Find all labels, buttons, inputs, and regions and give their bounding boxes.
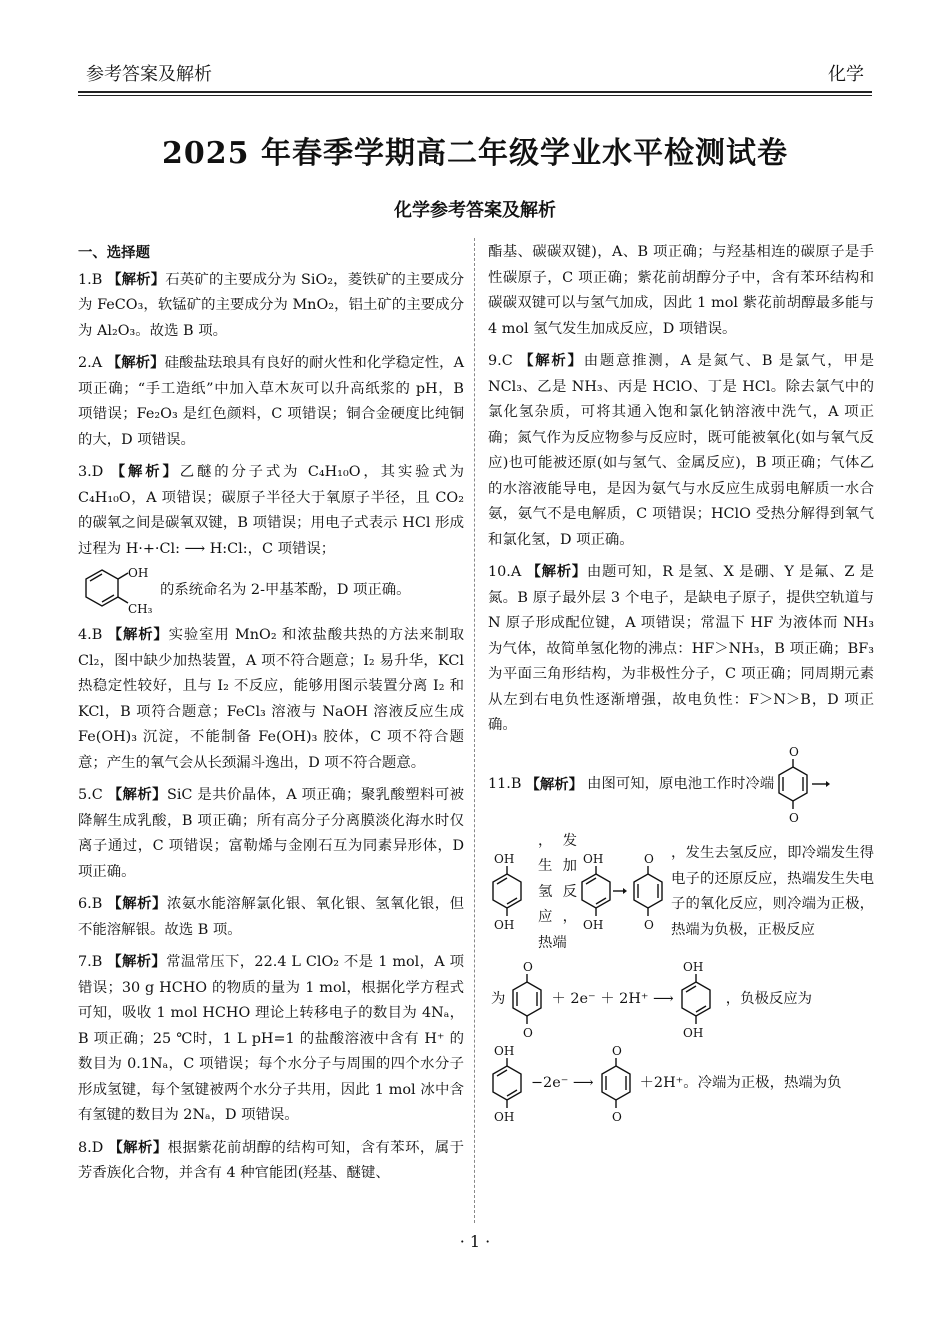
- question-9: [488, 348, 874, 553]
- analysis-tag: 【解析】: [108, 1138, 168, 1156]
- question-number: 1.B: [78, 271, 103, 288]
- quinone-diagram: [508, 960, 548, 1040]
- section-label: 一、选择题: [78, 244, 150, 261]
- question-2: [78, 350, 464, 453]
- q11-line1: [488, 745, 874, 825]
- answer-text: 根据紫花前胡醇的结构可知，含有苯环，属于芳香族化合物，并含有 4 种官能团(羟基、醚键、: [78, 1139, 464, 1181]
- question-8-continued: [488, 240, 874, 342]
- analysis-tag: 【解析】: [525, 775, 584, 793]
- hydroquinone-to-quinone-diagram: [577, 852, 667, 932]
- analysis-tag: 【解析】: [519, 352, 584, 369]
- column-divider: [474, 238, 475, 1223]
- answer-text: 由题可知，R 是氢、X 是硼、Y 是氟、Z 是氮。B 原子最外层 3 个电子，是缺电子原子，提供空轨道与 N 原子形成配位键，A 项错误；常温下 HF 为液体而 NH₃ 为气体，故简单氢化物的沸点：HF＞NH₃，B 项正确；BF₃ 为平面三角形结构，为非极性分子，C 项正确；同周期元素从左到右电负性逐渐增强，故电负性：F＞N＞B，D 项正确。: [488, 564, 874, 733]
- answer-text: 由题意推测，A 是氮气、B 是氯气，甲是 NCl₃、乙是 NH₃、丙是 HClO、丁是 HCl。除去氯气中的氯化氢杂质，可将其通入饱和氯化钠溶液中洗气，A 项正确；氮气作为反应物参与反应时，既可能被氧化(如与氧气反应)也可能被还原(如与氢气、金属反应)，B 项正确；气体乙的水溶液能导电，是因为氨气与水反应生成弱电解质一水合氨，氨气不是电解质，C 项错误；HClO 受热分解得到氧气和氯化氢，D 项正确。: [488, 353, 874, 548]
- question-4: [78, 622, 464, 776]
- oh-label: OH: [583, 852, 604, 867]
- o-label: O: [523, 1026, 534, 1040]
- answer-text: 酯基、碳碳双键)，A、B 项正确；与羟基相连的碳原子是手性碳原子，C 项正确；紫花前胡醇分子中，含有苯环结构和碳碳双键可以与氢气加成，因此 1 mol 紫花前胡醇最多能与 4 mol 氢气发生加成反应，D 项错误。: [488, 244, 874, 337]
- question-7: [78, 949, 464, 1129]
- question-number: 5.C: [78, 787, 103, 803]
- question-number: 6.B: [78, 896, 103, 912]
- question-3: [78, 459, 464, 616]
- header-rule: [78, 91, 872, 93]
- positive-electrode-equation: [488, 960, 874, 1040]
- oh-label: OH: [128, 566, 149, 580]
- question-11: [488, 745, 874, 1125]
- oh-label: OH: [494, 918, 515, 933]
- answer-text: 常温常压下，22.4 L ClO₂ 不是 1 mol，A 项错误；30 g HCHO 的物质的量为 1 mol，根据化学方程式可知，吸收 1 mol HCHO 理论上转移电子的数目为 4Nₐ，B 项正确；25 ℃时，1 L pH=1 的盐酸溶液中含有 H⁺ 的数目为 0.1Nₐ，C 项错误；每个水分子与周围的四个水分子形成氢键，每个氢键被两个水分子共用，因此 1 mol 冰中含有氢键的数目为 2Nₐ，D 项错误。: [78, 954, 464, 1123]
- question-number: 7.B: [78, 954, 103, 970]
- equation-text: ＋ 2e⁻ ＋ 2H⁺ ⟶: [551, 991, 674, 1008]
- answer-text: 的系统命名为 2-甲基苯酚，D 项正确。: [160, 582, 411, 599]
- oh-label: OH: [494, 852, 515, 867]
- hydroquinone-diagram: [488, 852, 534, 932]
- oh-label: OH: [494, 1044, 515, 1058]
- quinone-diagram: [597, 1044, 637, 1124]
- question-number: 8.D: [78, 1139, 104, 1156]
- o-label: O: [644, 852, 654, 867]
- oh-label: OH: [583, 918, 604, 933]
- oh-label: OH: [682, 1026, 703, 1040]
- analysis-tag: 【解析】: [107, 270, 166, 288]
- answer-text: ，发生加氢反应，热端: [538, 832, 578, 951]
- hydroquinone-diagram: [488, 1044, 528, 1124]
- answer-text: 实验室用 MnO₂ 和浓盐酸共热的方法来制取 Cl₂，图中缺少加热装置，A 项不符合题意；I₂ 易升华，KCl 热稳定性较好，且与 I₂ 不反应，能够用图示装置分离 I₂ 和 KCl，B 项符合题意；FeCl₃ 溶液与 NaOH 溶液反应生成 Fe(OH)₃ 沉淀，不能制备 Fe(OH)₃ 胶体，C 项不符合题意；产生的氧气会从长颈漏斗逸出，D 项不符合题意。: [78, 627, 464, 771]
- analysis-tag: 【解析】: [106, 354, 165, 371]
- o-label: O: [789, 744, 799, 759]
- equation-text: −2e⁻ ⟶: [531, 1075, 594, 1092]
- o-label: O: [611, 1044, 622, 1058]
- negative-electrode-equation: [488, 1044, 874, 1124]
- page-subtitle: 化学参考答案及解析: [394, 200, 556, 221]
- page-number: · 1 ·: [459, 1232, 491, 1251]
- answer-text: ，负极反应为: [725, 991, 813, 1008]
- question-number: 4.B: [78, 627, 103, 643]
- question-number: 2.A: [78, 355, 103, 371]
- question-number: 10.A: [488, 564, 522, 580]
- answer-text: 为: [491, 991, 506, 1008]
- o-label: O: [644, 918, 654, 933]
- ch3-label: CH₃: [128, 602, 153, 616]
- methylphenol-diagram: [78, 566, 156, 616]
- analysis-tag: 【解析】: [110, 463, 180, 480]
- page-title: 2025 年春季学期高二年级学业水平检测试卷: [162, 136, 788, 171]
- methylphenol-structure: [78, 566, 464, 616]
- right-column: [488, 240, 874, 1130]
- question-number: 3.D: [78, 464, 104, 480]
- answer-text: 硅酸盐珐琅具有良好的耐火性和化学稳定性，A 项正确；“手工造纸”中加入草木灰可以升高纸浆的 pH，B 项错误；Fe₂O₃ 是红色颜料，C 项错误；铜合金硬度比纯铜的大，D 项错误。: [78, 355, 464, 448]
- header-left: 参考答案及解析: [86, 64, 212, 85]
- left-column: [78, 240, 464, 1193]
- question-5: [78, 782, 464, 885]
- question-1: [78, 267, 464, 345]
- header-rule-thin: [78, 95, 872, 96]
- o-label: O: [611, 1110, 622, 1124]
- question-6: [78, 891, 464, 943]
- q11-line2: [488, 829, 874, 957]
- oh-label: OH: [682, 960, 703, 974]
- page-header: [78, 60, 872, 90]
- hydroquinone-diagram: [677, 960, 723, 1040]
- question-number: 9.C: [488, 353, 513, 369]
- answer-text: SiC 是共价晶体，A 项正确；聚乳酸塑料可被降解生成乳酸，B 项正确；所有高分子分离膜淡化海水时仅离子通过，C 项错误；富勒烯与金刚石互为同素异形体，D 项正确。: [78, 787, 465, 880]
- question-8: [78, 1135, 464, 1187]
- answer-text: 由图可知，原电池工作时冷端: [587, 775, 775, 792]
- header-subject: 化学: [828, 64, 864, 85]
- question-number: 11.B: [488, 775, 522, 792]
- question-10: [488, 559, 874, 739]
- analysis-tag: 【解析】: [107, 895, 167, 912]
- answer-text: 乙醚的分子式为 C₄H₁₀O，其实验式为 C₄H₁₀O，A 项错误；碳原子半径大于氧原子半径，且 CO₂ 的碳氧之间是碳氧双键，B 项错误；用电子式表示 HCl 形成过程为 H·+·Cl: ⟶ H:Cl:，C 项错误；: [78, 464, 464, 557]
- analysis-tag: 【解析】: [107, 953, 167, 970]
- answer-text: 石英矿的主要成分为 SiO₂，菱铁矿的主要成分为 FeCO₃，软锰矿的主要成分为 MnO₂，铝土矿的主要成分为 Al₂O₃。故选 B 项。: [78, 271, 464, 339]
- analysis-tag: 【解析】: [107, 626, 169, 643]
- analysis-tag: 【解析】: [107, 786, 167, 803]
- o-label: O: [789, 810, 799, 825]
- analysis-tag: 【解析】: [526, 563, 587, 580]
- oh-label: OH: [494, 1110, 515, 1124]
- o-label: O: [523, 960, 534, 974]
- answer-text: 浓氨水能溶解氯化银、氧化银、氢氧化银，但不能溶解银。故选 B 项。: [78, 896, 464, 938]
- answer-text: ＋2H⁺。冷端为正极，热端为负: [639, 1075, 842, 1092]
- answer-text: ，发生去氢反应，即冷端发生得电子的还原反应，热端发生失电子的氧化反应，则冷端为正极，热端为负极，正极反应: [671, 845, 874, 938]
- quinone-diagram: [774, 745, 830, 825]
